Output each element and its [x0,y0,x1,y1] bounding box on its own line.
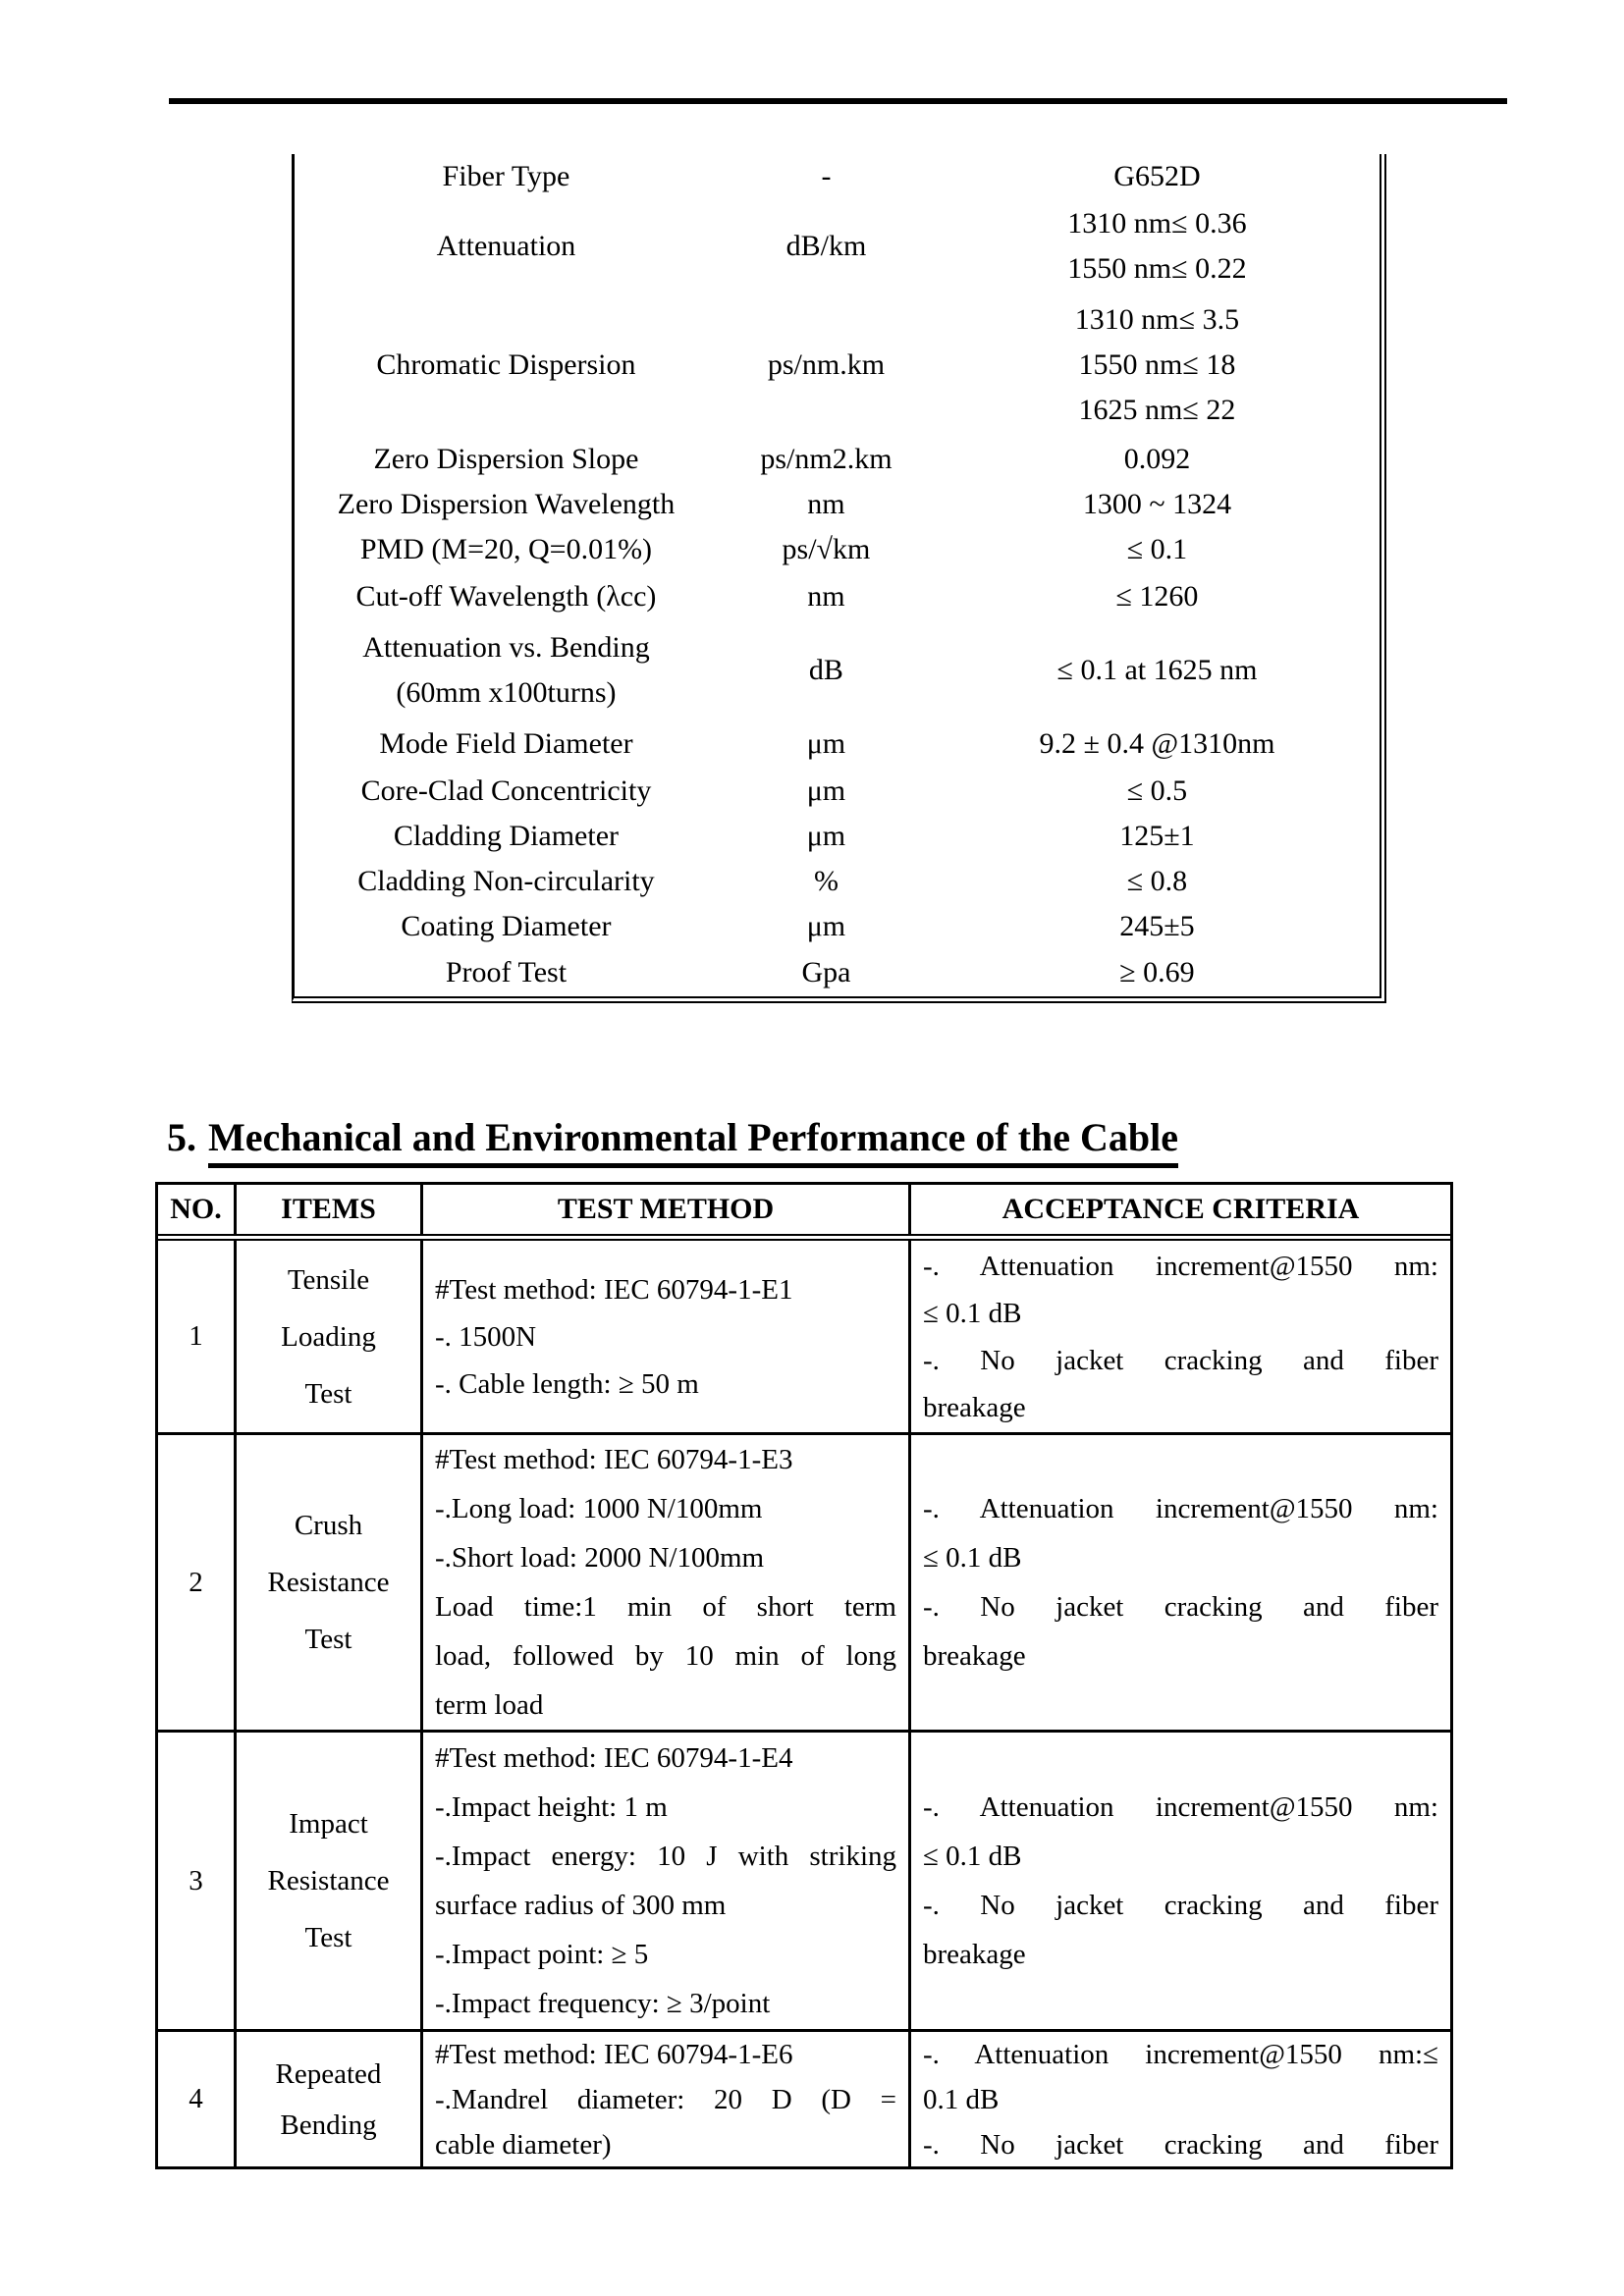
criteria-line: breakage [923,1640,1026,1672]
criteria-line: ≤ 0.1 dB [923,1542,1022,1574]
param-label: (60mm x100turns) [396,676,617,709]
value-cell [935,297,1380,433]
param-label: Cut-off Wavelength (λcc) [355,580,657,613]
value-cell [935,482,1380,527]
param-label: Zero Dispersion Slope [373,443,639,475]
criteria-line: breakage [923,1939,1026,1970]
method-line: surface radius of 300 mm [435,1890,727,1921]
method-line: term load [435,1689,544,1721]
table-row [295,154,1380,199]
table-row [158,1241,1450,1432]
method-line: #Test method: IEC 60794-1-E3 [435,1444,793,1475]
value-cell [935,904,1380,949]
method-line: #Test method: IEC 60794-1-E1 [435,1273,793,1306]
items-cell [237,2032,423,2166]
section-title: Mechanical and Environmental Performance of the Cable [208,1115,1178,1168]
method-line: Load time:1 min of short term [435,1591,896,1623]
section-heading [167,1115,1178,1168]
value-text: ≤ 1260 [1115,580,1199,613]
param-cell [295,343,718,388]
header-rule [169,98,1507,104]
unit-cell [718,574,935,619]
table-row [295,949,1380,996]
test-method-cell [423,1435,911,1730]
unit-label: dB/km [785,230,867,262]
item-line: Resistance [267,1865,390,1896]
criteria-line: ≤ 0.1 dB [923,1841,1022,1872]
row-number: 1 [189,1320,203,1352]
param-cell [295,625,718,716]
unit-label: dB [808,654,843,686]
item-line: Repeated [275,2057,382,2090]
criteria-line: 0.1 dB [923,2083,1000,2115]
item-line: Tensile [287,1263,370,1296]
param-label: Cladding Non-circularity [357,865,655,897]
row-number: 2 [189,1566,203,1598]
value-text: 245±5 [1119,910,1195,942]
value-text: ≤ 0.1 at 1625 nm [1056,654,1258,686]
unit-cell [718,224,935,269]
test-method-cell [423,2032,911,2166]
criteria-line: -. No jacket cracking and fiber [923,1591,1438,1623]
table-header-row [158,1185,1450,1241]
acceptance-criteria-cell [911,1241,1450,1432]
unit-label: μm [806,910,846,942]
value-text: 1300 ~ 1324 [1082,488,1232,520]
value-text: ≥ 0.69 [1119,956,1195,988]
value-text: 9.2 ± 0.4 @1310nm [1039,727,1275,760]
table-row [295,199,1380,294]
param-label: Attenuation vs. Bending [362,631,650,664]
criteria-line: -. No jacket cracking and fiber [923,2128,1438,2161]
value-cell [935,859,1380,904]
table-row [295,572,1380,621]
param-cell [295,482,718,527]
items-cell [237,1435,423,1730]
test-method-cell [423,1241,911,1432]
method-line: -.Impact height: 1 m [435,1791,668,1823]
row-number: 3 [189,1864,203,1896]
unit-label: μm [806,727,846,760]
param-label: Mode Field Diameter [379,727,633,760]
test-method-cell [423,1733,911,2029]
table-row [295,294,1380,437]
row-number-cell [158,2032,237,2166]
value-cell [935,201,1380,292]
param-cell [295,437,718,482]
unit-label: ps/√km [782,533,871,565]
table-row [295,769,1380,814]
criteria-line: -. Attenuation increment@1550 nm:≤ [923,2038,1438,2070]
unit-cell [718,721,935,767]
param-label: Attenuation [436,230,576,262]
value-cell [935,154,1380,199]
param-cell [295,154,718,199]
value-cell [935,648,1380,693]
table-row [295,814,1380,859]
unit-cell [718,527,935,572]
item-line: Bending [280,2109,377,2141]
acceptance-criteria-cell [911,2032,1450,2166]
param-label: Zero Dispersion Wavelength [337,488,676,520]
unit-cell [718,769,935,814]
unit-label: Gpa [801,956,851,988]
mech-env-table [155,1182,1453,2169]
unit-label: μm [806,820,846,852]
item-line: Crush [294,1510,363,1541]
unit-label: ps/nm.km [767,348,886,381]
value-text: 1310 nm≤ 0.36 [1067,207,1247,240]
table-row [295,437,1380,482]
table-row [295,482,1380,527]
header-test-method: TEST METHOD [423,1185,911,1234]
value-cell [935,769,1380,814]
row-number: 4 [189,2083,203,2114]
criteria-line: ≤ 0.1 dB [923,1297,1022,1329]
param-cell [295,859,718,904]
value-text: 1550 nm≤ 0.22 [1067,252,1247,285]
table-row [158,2029,1450,2166]
table-row [295,859,1380,904]
value-text: 125±1 [1119,820,1195,852]
method-line: -. 1500N [435,1320,537,1353]
unit-cell [718,814,935,859]
param-cell [295,904,718,949]
param-label: Fiber Type [442,160,570,192]
method-line: #Test method: IEC 60794-1-E6 [435,2038,793,2070]
param-cell [295,224,718,269]
param-label: Chromatic Dispersion [376,348,636,381]
param-label: Proof Test [445,956,568,988]
value-cell [935,950,1380,995]
value-cell [935,574,1380,619]
unit-cell [718,950,935,995]
unit-cell [718,859,935,904]
row-number-cell [158,1435,237,1730]
fiber-spec-table [292,154,1386,1003]
criteria-line: -. No jacket cracking and fiber [923,1890,1438,1921]
method-line: load, followed by 10 min of long [435,1640,896,1672]
method-line: -. Cable length: ≥ 50 m [435,1367,699,1400]
unit-label: - [821,160,832,192]
unit-cell [718,904,935,949]
header-items: ITEMS [237,1185,423,1234]
criteria-line: -. Attenuation increment@1550 nm: [923,1493,1438,1524]
item-line: Impact [289,1808,368,1840]
param-label: Core-Clad Concentricity [360,774,652,807]
item-line: Loading [281,1320,376,1353]
value-text: 1310 nm≤ 3.5 [1074,303,1240,336]
criteria-line: -. Attenuation increment@1550 nm: [923,1791,1438,1823]
value-text: ≤ 0.5 [1126,774,1188,807]
acceptance-criteria-cell [911,1733,1450,2029]
table-row [295,720,1380,769]
value-text: 1625 nm≤ 22 [1078,394,1236,426]
unit-cell [718,343,935,388]
table-row [295,527,1380,572]
value-cell [935,527,1380,572]
items-cell [237,1733,423,2029]
criteria-line: -. No jacket cracking and fiber [923,1344,1438,1376]
header-no: NO. [158,1185,237,1234]
value-cell [935,721,1380,767]
param-cell [295,527,718,572]
method-line: cable diameter) [435,2128,612,2161]
method-line: #Test method: IEC 60794-1-E4 [435,1742,793,1774]
param-label: Coating Diameter [401,910,612,942]
row-number-cell [158,1733,237,2029]
value-text: ≤ 0.1 [1126,533,1188,565]
unit-cell [718,482,935,527]
method-line: -.Impact energy: 10 J with striking [435,1841,896,1872]
item-line: Test [304,1922,352,1953]
row-number-cell [158,1241,237,1432]
unit-cell [718,154,935,199]
value-text: 0.092 [1123,443,1191,475]
criteria-line: -. Attenuation increment@1550 nm: [923,1250,1438,1282]
unit-label: nm [807,580,845,613]
method-line: -.Short load: 2000 N/100mm [435,1542,765,1574]
value-cell [935,437,1380,482]
value-text: ≤ 0.8 [1126,865,1188,897]
unit-cell [718,437,935,482]
unit-label: nm [807,488,845,520]
param-label: Cladding Diameter [393,820,620,852]
unit-label: ps/nm2.km [760,443,893,475]
unit-cell [718,648,935,693]
table-row [295,621,1380,720]
param-cell [295,721,718,767]
header-acceptance-criteria: ACCEPTANCE CRITERIA [1001,1193,1360,1225]
method-line: -.Mandrel diameter: 20 D (D = [435,2083,896,2115]
param-cell [295,574,718,619]
value-cell [935,814,1380,859]
method-line: -.Impact point: ≥ 5 [435,1939,649,1970]
section-number: 5. [167,1115,196,1159]
param-cell [295,950,718,995]
item-line: Resistance [267,1567,390,1598]
param-cell [295,814,718,859]
criteria-line: breakage [923,1391,1026,1423]
value-text: G652D [1113,160,1201,192]
table-row [158,1432,1450,1730]
items-cell [237,1241,423,1432]
table-row [158,1730,1450,2029]
item-line: Test [304,1624,352,1655]
method-line: -.Impact frequency: ≥ 3/point [435,1988,771,2019]
param-cell [295,769,718,814]
item-line: Test [304,1377,352,1410]
method-line: -.Long load: 1000 N/100mm [435,1493,763,1524]
value-text: 1550 nm≤ 18 [1078,348,1236,381]
param-label: PMD (M=20, Q=0.01%) [359,533,653,565]
acceptance-criteria-cell [911,1435,1450,1730]
unit-label: % [813,865,839,897]
unit-label: μm [806,774,846,807]
table-row [295,904,1380,949]
